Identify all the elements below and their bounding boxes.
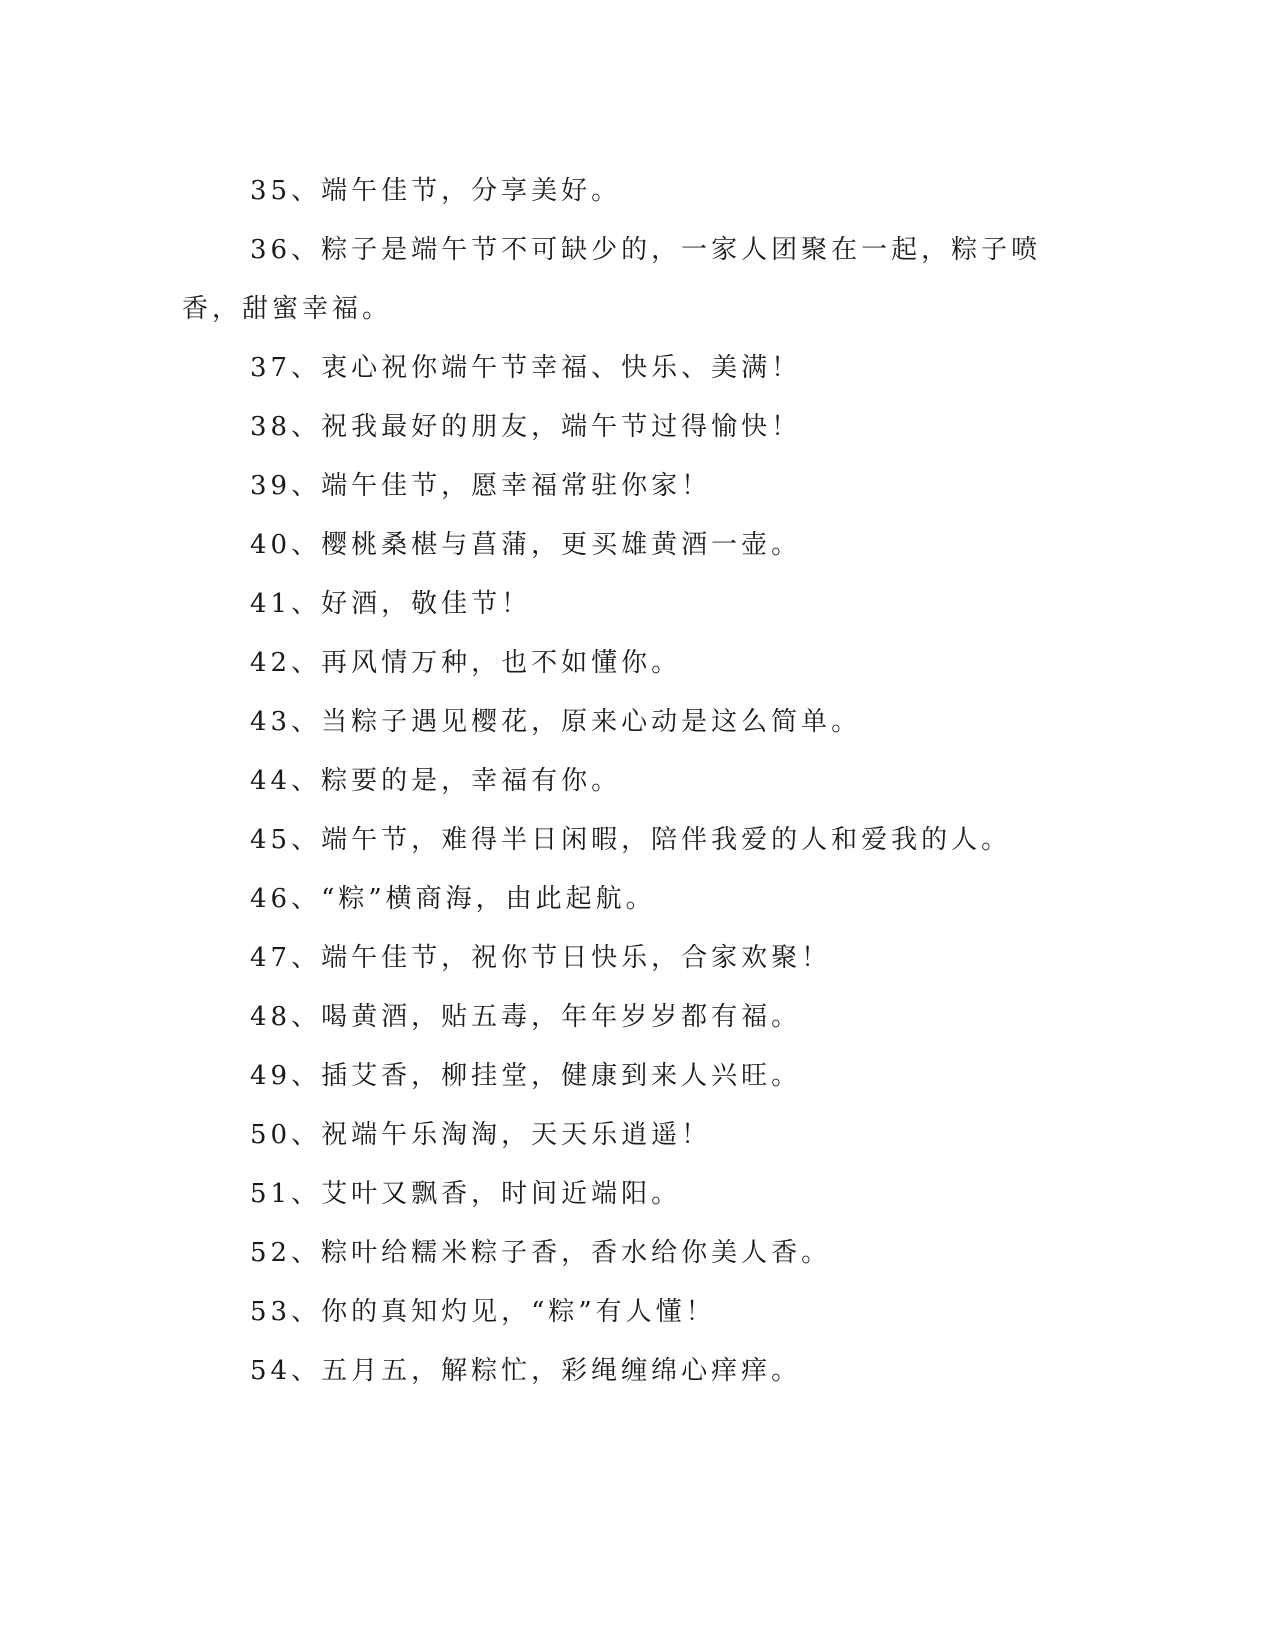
paragraph-42: 42、再风情万种，也不如懂你。 <box>250 648 682 678</box>
paragraph-36: 36、粽子是端午节不可缺少的，一家人团聚在一起，粽子喷香，甜蜜幸福。 <box>182 235 1042 324</box>
paragraph-50: 50、祝端午乐淘淘，天天乐逍遥！ <box>250 1120 712 1150</box>
paragraph-51: 51、艾叶又飘香，时间近端阳。 <box>250 1179 682 1209</box>
paragraph-39: 39、端午佳节，愿幸福常驻你家！ <box>250 471 712 501</box>
paragraph-54: 54、五月五，解粽忙，彩绳缠绵心痒痒。 <box>250 1356 802 1386</box>
paragraph-47: 47、端午佳节，祝你节日快乐，合家欢聚！ <box>250 943 832 973</box>
paragraph-38: 38、祝我最好的朋友，端午节过得愉快！ <box>250 412 802 442</box>
paragraph-45: 45、端午节，难得半日闲暇，陪伴我爱的人和爱我的人。 <box>250 825 1012 855</box>
paragraph-48: 48、喝黄酒，贴五毒，年年岁岁都有福。 <box>250 1002 802 1032</box>
paragraph-49: 49、插艾香，柳挂堂，健康到来人兴旺。 <box>250 1061 802 1091</box>
document-body <box>182 162 1082 1401</box>
paragraph-35: 35、端午佳节，分享美好。 <box>250 176 622 206</box>
paragraph-46: 46、“粽”横商海，由此起航。 <box>250 884 656 914</box>
paragraph-53: 53、你的真知灼见，“粽”有人懂！ <box>250 1297 716 1327</box>
paragraph-44: 44、粽要的是，幸福有你。 <box>250 766 622 796</box>
paragraph-52: 52、粽叶给糯米粽子香，香水给你美人香。 <box>250 1238 832 1268</box>
paragraph-37: 37、衷心祝你端午节幸福、快乐、美满！ <box>250 353 802 383</box>
paragraph-43: 43、当粽子遇见樱花，原来心动是这么简单。 <box>250 707 862 737</box>
paragraph-41: 41、好酒，敬佳节！ <box>250 589 532 619</box>
paragraph-40: 40、樱桃桑椹与菖蒲，更买雄黄酒一壶。 <box>250 530 802 560</box>
